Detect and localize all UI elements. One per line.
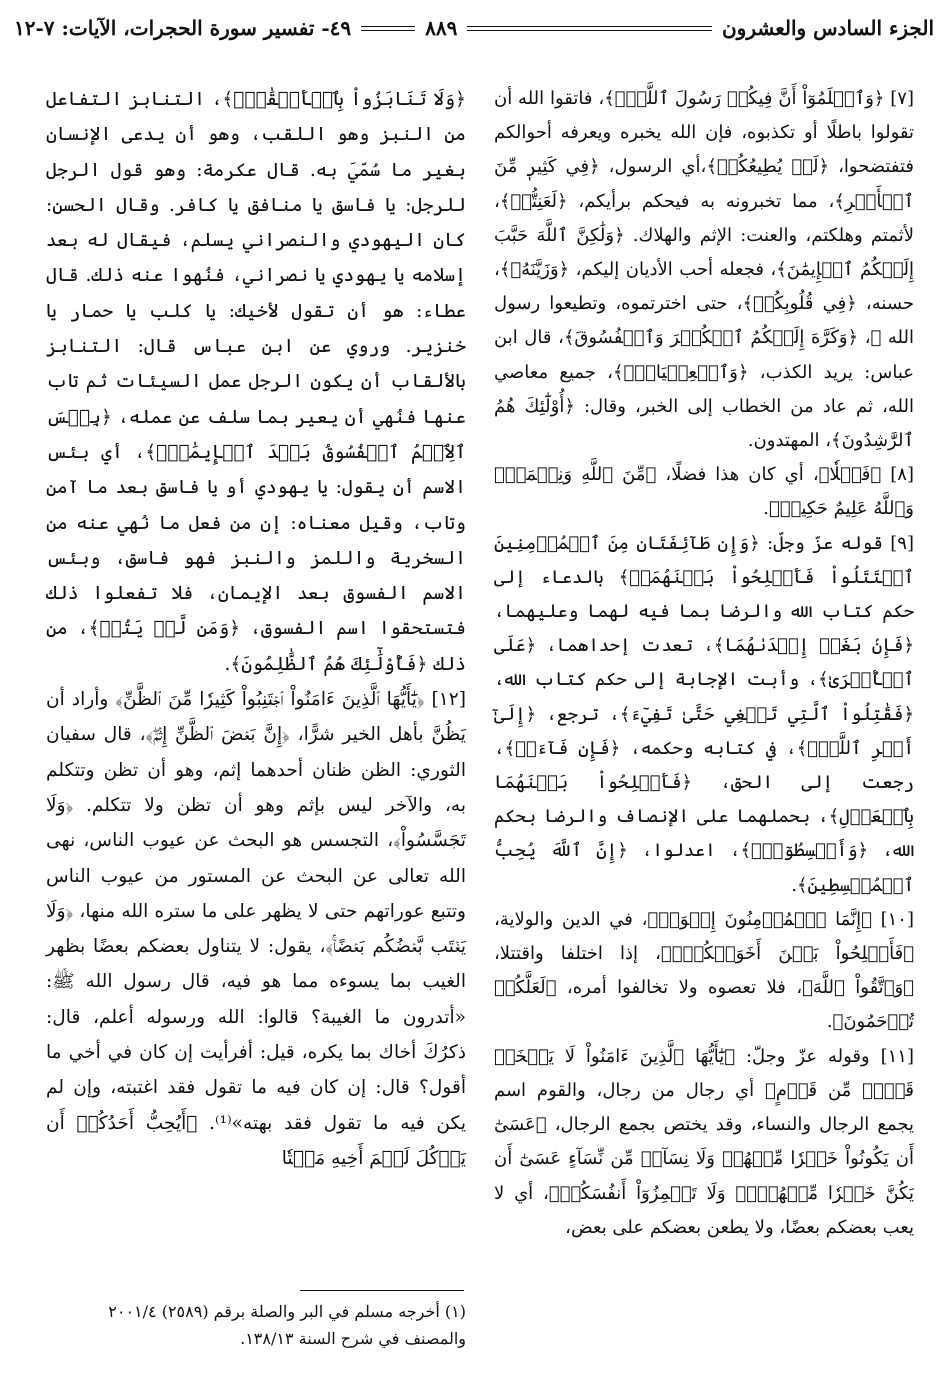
footnote-rule <box>300 1290 464 1291</box>
paragraph-verse-12: [١٢] ﴿يَٰٓأَيُّهَا ٱلَّذِينَ ءَامَنُواْ ٱجۡتَنِبُواْ كَثِيرٗا مِّنَ ٱلظَّنِّ﴾ وأراد أن يَظُنَّ بأهل الخير شرًّا، ﴿إِنَّ بَعۡضَ ٱلظَّنِّ إِثۡمٞۖ﴾، قال سفيان الثوري: الظن ظنان أحدهما إثم، وهو أن تظن وتتكلم به، والآخر ليس بإثم وهو أن تظن ولا تتكلم. ﴿وَلَا تَجَسَّسُواْ﴾، التجسس هو البحث عن عيوب الناس، نهى الله تعالى عن البحث عن المستور من عيوب الناس وتتبع عوراتهم حتى لا يظهر على ما ستره الله منها، ﴿وَلَا يَغۡتَب بَّعۡضُكُم بَعۡضًاۚ﴾، يقول: لا يتناول بعضكم بعضًا بظهر الغيب بما يسوءه مما هو فيه، قال رسول الله ﷺ: «أتدرون ما الغيبة؟ قالوا: الله ورسوله أعلم، قال: ذكرُكَ أخاك بما يكره، قيل: أفرأيت إن كان في أخي ما أقول؟ قال: إن كان فيه ما تقول فقد اغتبته، وإن لم يكن فيه ما تقول فقد بهته»⁽¹⁾. ﴿أَيُحِبُّ أَحَدُكُمۡ أَن يَأۡكُلَ لَحۡمَ أَخِيهِ مَيۡتٗا <box>46 689 466 1169</box>
running-header <box>14 8 934 48</box>
footnote: (١) أخرجه مسلم في البر والصلة برقم (٢٥٨٩) ٢٠٠١/٤ والمصنف في شرح السنة ١٣٨/١٣. <box>108 1302 466 1348</box>
paragraph-verse-10: [١٠] ﴿إِنَّمَا ٱلۡمُؤۡمِنُونَ إِخۡوَةٞ﴾، في الدين والولاية، ﴿فَأَصۡلِحُواْ بَيۡنَ أَخَوَيۡكُمۡۚ﴾، إذا اختلفا واقتتلا، ﴿وَٱتَّقُواْ ٱللَّهَ﴾، فلا تعصوه ولا تخالفوا أمره، ﴿لَعَلَّكُمۡ تُرۡحَمُونَ﴾. <box>494 908 914 1033</box>
header-surah-title: ٤٩- تفسير سورة الحجرات، الآيات: ٧-١٢ <box>14 16 352 40</box>
paragraph-verse-11: [١١] وقوله عزّ وجلّ: ﴿يَٰٓأَيُّهَا ٱلَّذِينَ ءَامَنُواْ لَا يَسۡخَرۡ قَوۡمٞ مِّن قَوۡمٍ﴾ أي رجال من رجال، والقوم اسم يجمع الرجال والنساء، وقد يختص بجمع الرجال، ﴿عَسَىٰٓ أَن يَكُونُواْ خَيۡرٗا مِّنۡهُمۡ وَلَا نِسَآءٞ مِّن نِّسَآءٍ عَسَىٰٓ أَن يَكُنَّ خَيۡرٗا مِّنۡهُنَّۖ وَلَا تَلۡمِزُوٓاْ أَنفُسَكُمۡ﴾، أي لا يعب بعضكم بعضًا، ولا يطعن بعضكم على بعض، <box>494 1045 914 1238</box>
paragraph-verse-8: [٨] ﴿فَضۡلٗا﴾، أي كان هذا فضلًا، ﴿مِّنَ ٱللَّهِ وَنِعۡمَةٗۚ وَٱللَّهُ عَلِيمٌ حَكِيمٞ﴾. <box>494 464 914 520</box>
paragraph-verse-11-cont: ﴿وَلَا تَنَابَزُواْ بِٱلۡأَلۡقَٰبِۖ﴾، التنابز التفاعل من النبز وهو اللقب، وهو أن يدعى الإنسان بغير ما سُمّيَ به. قال عكرمة: وهو قول الرجل للرجل: يا فاسق يا منافق يا كافر. وقال الحسن: كان اليهودي والنصراني يسلم، فيقال له بعد إسلامه يا يهودي يا نصراني، فنُهوا عنه ذلك. قال عطاء: هو أن تقول لأخيك: يا كلب يا حمار يا خنزير. وروي عن ابن عباس قال: التنابز بالألقاب أن يكون الرجل عمل السيئات ثم تاب عنها فنُهي أن يعير بما سلف عن عمله، ﴿بِئۡسَ ٱلِٱسۡمُ ٱلۡفُسُوقُ بَعۡدَ ٱلۡإِيمَٰنِۚ﴾، أي بئس الاسم أن يقول: يا يهودي أو يا فاسق بعد ما آمن وتاب، وقيل معناه: إن من فعل ما نُهي عنه من السخرية واللمز والنبز فهو فاسق، وبئس الاسم الفسوق بعد الإيمان، فلا تفعلوا ذلك فتستحقوا اسم الفسوق، ﴿وَمَن لَّمۡ يَتُبۡ﴾، من ذلك ﴿فَأُوْلَٰٓئِكَ هُمُ ٱلظَّٰلِمُونَ﴾. <box>46 89 466 675</box>
header-rule <box>467 24 712 32</box>
right-column <box>494 82 914 1245</box>
header-short-rule <box>361 24 415 32</box>
left-column <box>46 82 466 1176</box>
page-number: ٨٨٩ <box>425 16 458 40</box>
paragraph-verse-7: [٧] ﴿وَٱعۡلَمُوٓاْ أَنَّ فِيكُمۡ رَسُولَ ٱللَّهِۚ﴾، فاتقوا الله أن تقولوا باطلًا أو تكذبوه، فإن الله يخبره ويعرفه أحوالكم فتفتضحوا، ﴿لَوۡ يُطِيعُكُمۡ﴾،أي الرسول، ﴿فِي كَثِيرٖ مِّنَ ٱلۡأَمۡرِ﴾، مما تخبرونه به فيحكم برأيكم، ﴿لَعَنِتُّمۡ﴾، لأثمتم وهلكتم، والعنت: الإثم والهلاك. ﴿وَلَٰكِنَّ ٱللَّهَ حَبَّبَ إِلَيۡكُمُ ٱلۡإِيمَٰنَ﴾، فجعله أحب الأديان إليكم، ﴿وَزَيَّنَهُۥ﴾، حسنه، ﴿فِي قُلُوبِكُمۡ﴾، حتى اخترتموه، وتطيعوا رسول الله ﷺ، ﴿وَكَرَّهَ إِلَيۡكُمُ ٱلۡكُفۡرَ وَٱلۡفُسُوقَ﴾، قال ابن عباس: يريد الكذب، ﴿وَٱلۡعِصۡيَانَۚ﴾، جميع معاصي الله، ثم عاد من الخطاب إلى الخبر، وقال: ﴿أُوْلَٰٓئِكَ هُمُ ٱلرَّٰشِدُونَ﴾، المهتدون. <box>494 88 915 452</box>
paragraph-verse-9: [٩] قوله عزّ وجلّ: ﴿وَإِن طَآئِفَتَانِ مِنَ ٱلۡمُؤۡمِنِينَ ٱقۡتَتَلُواْ فَأَصۡلِحُواْ بَيۡنَهُمَاۖ﴾ بالدعاء إلى حكم كتاب الله والرضا بما فيه لهما وعليهما، ﴿فَإِنۢ بَغَتۡ إِحۡدَىٰهُمَا﴾، تعدت إحداهما، ﴿عَلَى ٱلۡأُخۡرَىٰ﴾، وأبت الإجابة إلى حكم كتاب الله، ﴿فَقَٰتِلُواْ ٱلَّتِي تَبۡغِي حَتَّىٰ تَفِيٓءَ﴾، ترجع، ﴿إِلَىٰٓ أَمۡرِ ٱللَّهِۚ﴾، في كتابه وحكمه، ﴿فَإِن فَآءَتۡ﴾، رجعت إلى الحق، ﴿فَأَصۡلِحُواْ بَيۡنَهُمَا بِٱلۡعَدۡلِ﴾، بحملهما على الإنصاف والرضا بحكم الله، ﴿وَأَقۡسِطُوٓاْۖ﴾، اعدلوا، ﴿إِنَّ ٱللَّهَ يُحِبُّ ٱلۡمُقۡسِطِينَ﴾. <box>494 532 914 896</box>
header-part-title: الجزء السادس والعشرون <box>721 16 934 40</box>
